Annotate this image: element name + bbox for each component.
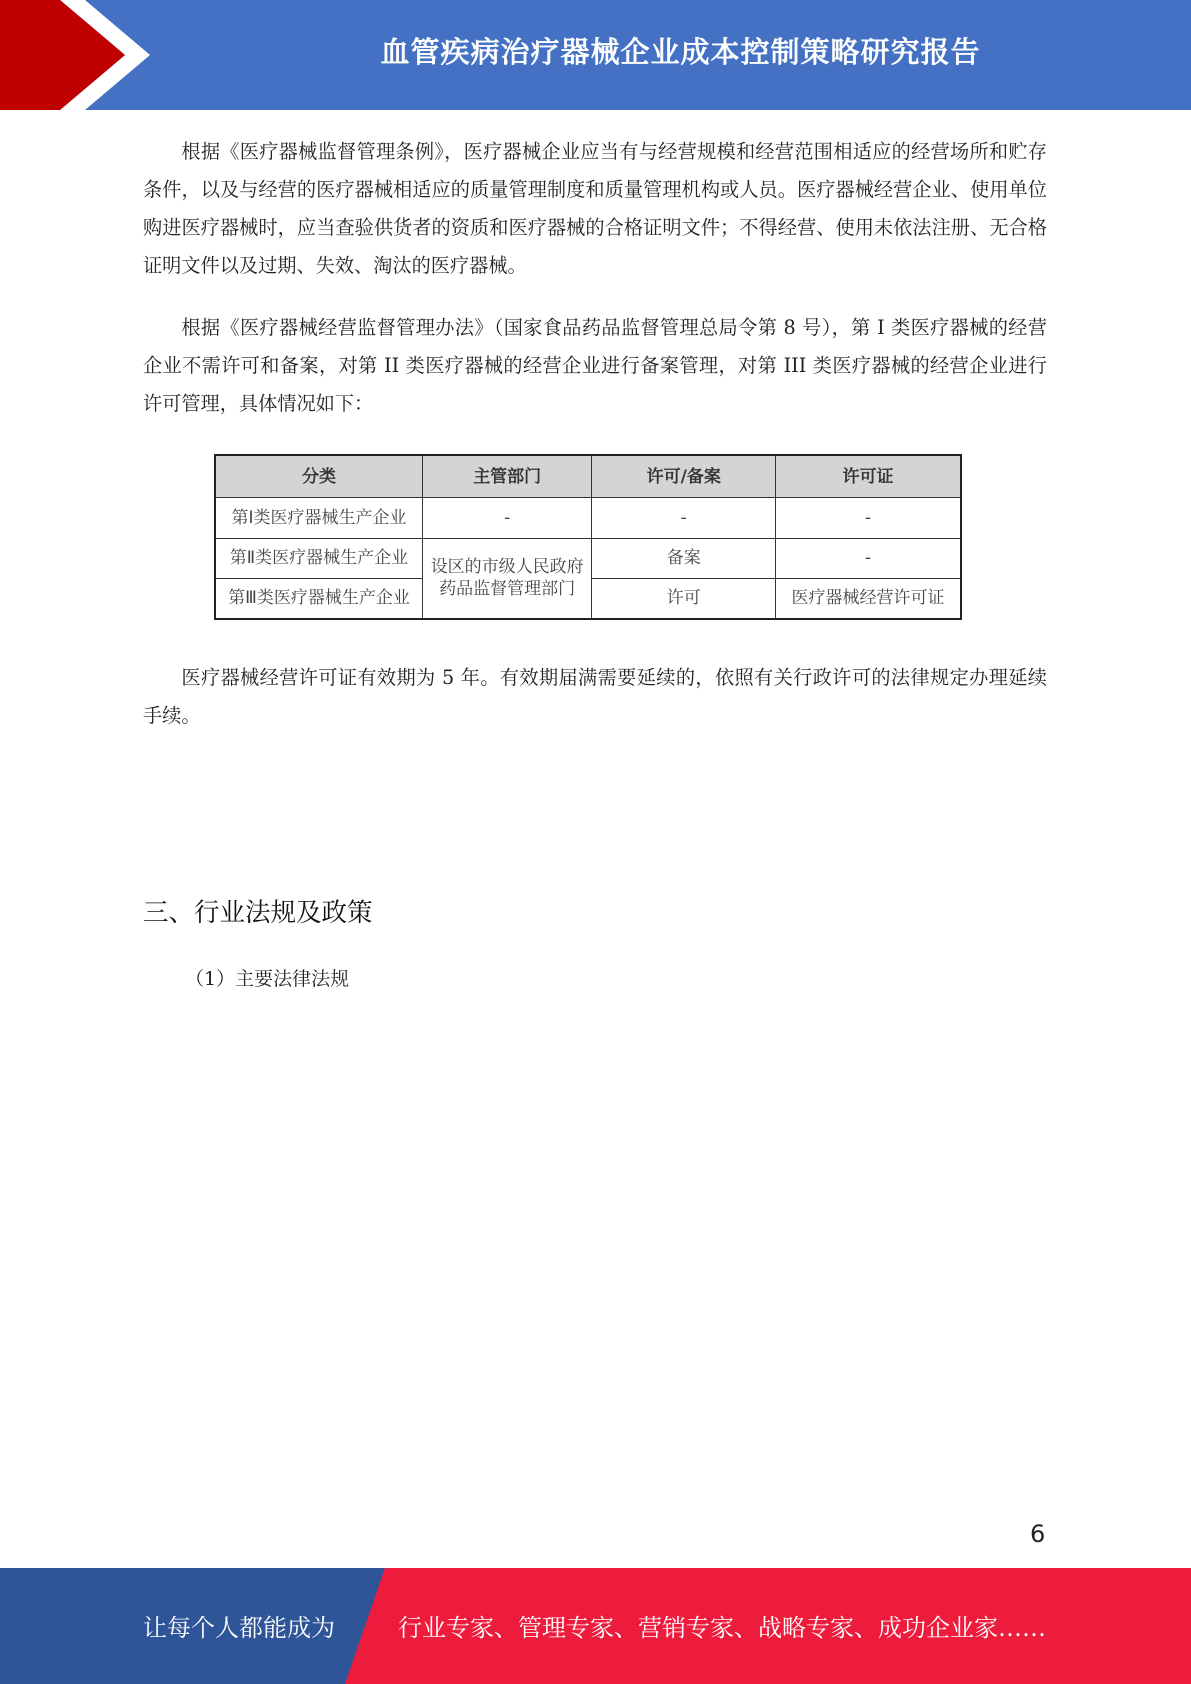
table-cell-department: 设区的市级人民政府药品监督管理部门 (422, 538, 592, 619)
table-header-row (215, 455, 961, 498)
table-header-cell: 许可证 (775, 455, 961, 498)
table-cell-license: - (775, 498, 961, 538)
table-cell-mode: 许可 (592, 578, 776, 619)
table-row (215, 538, 961, 578)
table-row (215, 498, 961, 538)
footer-slogan-left: 让每个人都能成为 (143, 1614, 335, 1642)
paragraph-regulation: 根据《医疗器械监督管理条例》，医疗器械企业应当有与经营规模和经营范围相适应的经营场所和贮存条件，以及与经营的医疗器械相适应的质量管理制度和质量管理机构或人员。医疗器械经营企业、使用单位购进医疗器械时，应当查验供货者的资质和医疗器械的合格证明文件；不得经营、使用未依法注册、无合格证明文件以及过期、失效、淘汰的医疗器械。 (143, 140, 1047, 277)
section-heading: 三、行业法规及政策 (143, 898, 373, 928)
table-cell-department: - (422, 498, 592, 538)
table-cell-category: 第Ⅰ类医疗器械生产企业 (215, 498, 422, 538)
document-title: 血管疾病治疗器械企业成本控制策略研究报告 (380, 34, 981, 69)
subsection-heading: （1）主要法律法规 (185, 968, 350, 990)
table-header-cell: 分类 (215, 455, 422, 498)
table-header-cell: 主管部门 (422, 455, 592, 498)
paragraph-management-measures: 根据《医疗器械经营监督管理办法》（国家食品药品监督管理总局令第 8 号），第 I 类医疗器械的经营企业不需许可和备案，对第 II 类医疗器械的经营企业进行备案管理，对第 III 类医疗器械的经营企业进行许可管理，具体情况如下： (143, 316, 1047, 415)
table-cell-license: - (775, 538, 961, 578)
table-cell-category: 第Ⅲ类医疗器械生产企业 (215, 578, 422, 619)
page-footer (0, 1568, 1191, 1684)
footer-slogan-right: 行业专家、管理专家、营销专家、战略专家、成功企业家…… (398, 1614, 1046, 1642)
table-header-cell: 许可/备案 (592, 455, 776, 498)
table-cell-mode: 备案 (592, 538, 776, 578)
table-cell-license: 医疗器械经营许可证 (775, 578, 961, 619)
table-cell-category: 第Ⅱ类医疗器械生产企业 (215, 538, 422, 578)
table-cell-mode: - (592, 498, 776, 538)
paragraph-license-validity: 医疗器械经营许可证有效期为 5 年。有效期届满需要延续的，依照有关行政许可的法律规定办理延续手续。 (143, 666, 1047, 727)
license-classification-table (214, 454, 962, 620)
page-header (0, 0, 1191, 110)
page-number: 6 (1030, 1520, 1046, 1548)
